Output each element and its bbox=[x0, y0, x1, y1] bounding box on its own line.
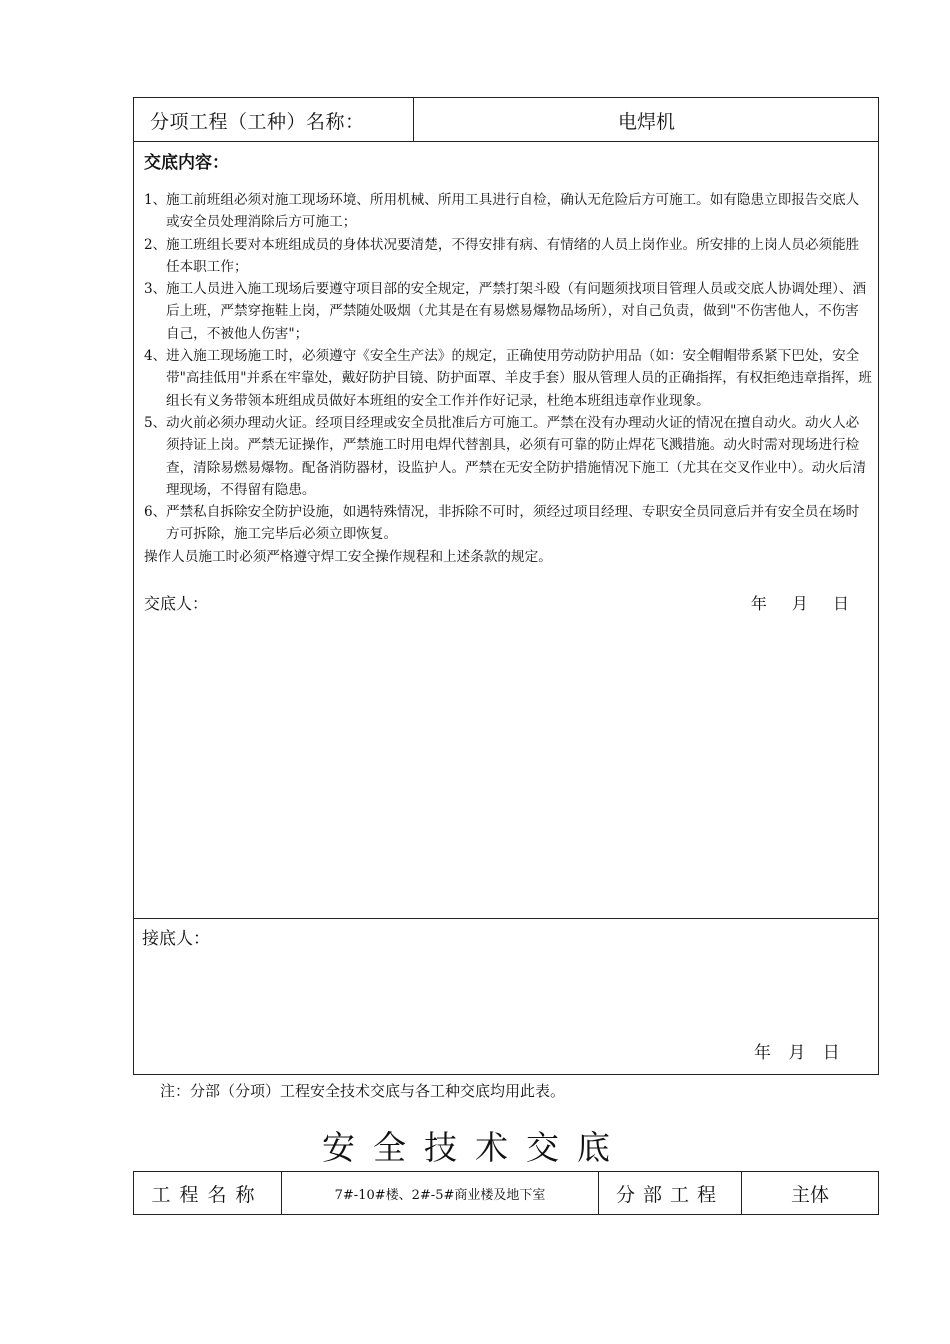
division-label: 分部工程 bbox=[599, 1172, 742, 1214]
project-value: 电焊机 bbox=[617, 111, 675, 133]
disclosure-date: 年 月 日 bbox=[750, 594, 859, 613]
closing-text: 操作人员施工时必须严格遵守焊工安全操作规程和上述条款的规定。 bbox=[144, 548, 552, 565]
project-label: 分项工程（工种）名称： bbox=[150, 111, 365, 133]
list-item bbox=[144, 234, 872, 279]
receiver-date: 年 月 日 bbox=[754, 1043, 846, 1063]
list-item bbox=[144, 345, 872, 412]
receiver-label: 接底人： bbox=[142, 929, 210, 949]
receiver-divider bbox=[134, 918, 878, 919]
list-item bbox=[144, 278, 872, 345]
content-body bbox=[144, 189, 872, 568]
list-item bbox=[144, 412, 872, 501]
list-item bbox=[144, 189, 872, 234]
item-text: 动火前必须办理动火证。经项目经理或安全员批准后方可施工。严禁在没有办理动火证的情况在擅自动火。动火人必须持证上岗。严禁无证操作，严禁施工时用电焊代替割具，必须有可靠的防止焊花飞溅措施。动火时需对现场进行检查，清除易燃易爆物。配备消防器材，设监护人。严禁在无安全防护措施情况下施工（尤其在交叉作业中）。动火后清理现场，不得留有隐患。 bbox=[166, 414, 867, 498]
disclosure-form bbox=[133, 97, 879, 1075]
division-value: 主体 bbox=[790, 1183, 829, 1206]
item-number: 5、 bbox=[144, 414, 167, 431]
item-text: 施工班组长要对本班组成员的身体状况要清楚，不得安排有病、有情绪的人员上岗作业。所安排的上岗人员必须能胜任本职工作； bbox=[166, 236, 860, 275]
project-name-label: 工程名称 bbox=[134, 1172, 282, 1214]
item-number: 1、 bbox=[144, 192, 167, 208]
item-text: 施工人员进入施工现场后要遵守项目部的安全规定，严禁打架斗殴（有问题须找项目管理人员或交底人协调处理）、酒后上班，严禁穿拖鞋上岗，严禁随处吸烟（尤其是在有易燃易爆物品场所），对自己负责，做到"不伤害他人，不伤害自己，不被他人伤害"； bbox=[166, 281, 867, 342]
disclosure-person-label: 交底人： bbox=[144, 594, 209, 613]
next-form-header-table bbox=[133, 1171, 879, 1215]
disclosure-signature-row bbox=[144, 591, 859, 615]
list-item bbox=[144, 501, 872, 546]
item-text: 施工前班组必须对施工现场环境、所用机械、所用工具进行自检，确认无危险后方可施工。如有隐患立即报告交底人或安全员处理消除后方可施工； bbox=[166, 192, 860, 231]
item-number: 6、 bbox=[144, 504, 167, 521]
item-number: 2、 bbox=[144, 236, 167, 253]
content-title: 交底内容： bbox=[144, 153, 229, 173]
project-row bbox=[134, 98, 878, 142]
item-text: 进入施工现场施工时，必须遵守《安全生产法》的规定，正确使用劳动防护用品（如：安全帽帽带系紧下巴处，安全带"高挂低用"并系在牢靠处，戴好防护目镜、防护面罩、羊皮手套）服从管理人员的正确指挥，有权拒绝违章指挥，班组长有义务带领本班组成员做好本班组的安全工作并作好记录，杜绝本班组违章作业现象。 bbox=[166, 348, 872, 409]
project-name-value: 7#-10#楼、2#-5#商业楼及地下室 bbox=[282, 1172, 599, 1214]
item-number: 3、 bbox=[144, 281, 167, 298]
item-text: 严禁私自拆除安全防护设施，如遇特殊情况，非拆除不可时，须经过项目经理、专职安全员同意后并有安全员在场时方可拆除，施工完毕后必须立即恢复。 bbox=[166, 504, 860, 543]
column-divider bbox=[413, 98, 414, 142]
footnote: 注：分部（分项）工程安全技术交底与各工种交底均用此表。 bbox=[160, 1082, 566, 1100]
next-form-title: 安全技术交底 bbox=[322, 1128, 628, 1167]
item-number: 4、 bbox=[144, 348, 167, 365]
